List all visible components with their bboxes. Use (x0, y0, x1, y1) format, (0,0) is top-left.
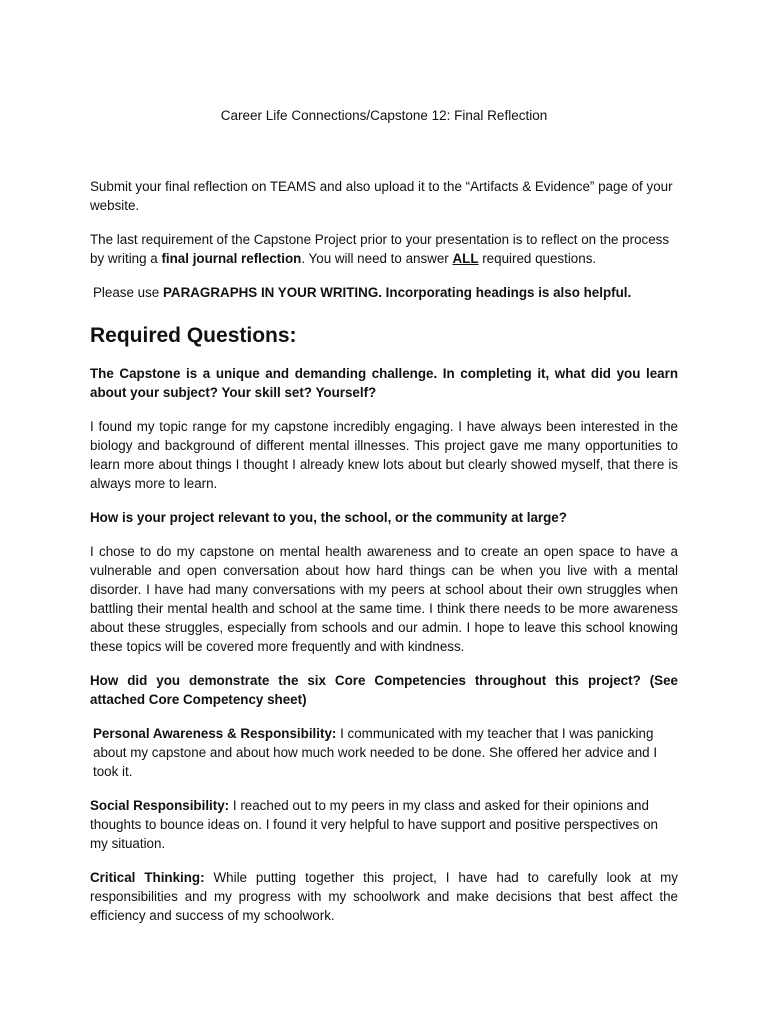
intro-paragraph-3 (90, 283, 678, 302)
competency-personal-awareness (90, 724, 678, 781)
document-title: Career Life Connections/Capstone 12: Final Reflection (220, 108, 548, 123)
competency-label: Personal Awareness & Responsibility: (93, 726, 337, 741)
competency-text: I reached out to my peers in my class and asked for their opinions and thoughts to bounce ideas on. I found it very helpful to have support and positive perspectives on my situation. (90, 798, 658, 851)
competency-text: I communicated with my teacher that I was panicking about my capstone and about how much work needed to be done. She offered her advice and I took it. (93, 726, 658, 779)
competency-text: While putting together this project, I have had to carefully look at my responsibilities and my progress with my schoolwork and make decisions that best affect the efficiency and success of my schoolwork. (90, 870, 678, 923)
intro-p2-underlined: ALL (452, 251, 479, 266)
intro-p2-text-c: . You will need to answer (301, 251, 453, 266)
required-questions-heading: Required Questions: (90, 324, 297, 347)
competency-label: Social Responsibility: (90, 798, 230, 813)
intro-p3-text: Please use (93, 285, 163, 300)
competency-label: Critical Thinking: (90, 870, 205, 885)
intro-p2-text-e: required questions. (478, 251, 597, 266)
question-2: How is your project relevant to you, the school, or the community at large? (90, 510, 567, 525)
answer-2: I chose to do my capstone on mental health awareness and to create an open space to have a vulnerable and open conversation about how hard things can be when you live with a mental disorder. I have had many conversations with my peers at school about their own struggles when battling their mental health and school at the same time. I think there needs to be more awareness about these struggles, especially from schools and our admin. I hope to leave this school knowing these topics will be covered more frequently and with kindness. (90, 544, 678, 654)
question-3: How did you demonstrate the six Core Competencies throughout this project? (See attached Core Competency sheet) (90, 673, 678, 707)
document-body (90, 177, 678, 940)
intro-paragraph-2 (90, 230, 678, 268)
question-1: The Capstone is a unique and demanding challenge. In completing it, what did you learn about your subject? Your skill set? Yourself? (90, 366, 678, 400)
competency-critical-thinking (90, 868, 678, 925)
intro-p2-bold: final journal reflection (161, 251, 302, 266)
competency-social-responsibility (90, 796, 678, 853)
answer-1: I found my topic range for my capstone incredibly engaging. I have always been interested in the biology and background of different mental illnesses. This project gave me many opportunities to learn more about things I thought I already knew lots about but clearly showed myself, that there is always more to learn. (90, 419, 678, 491)
intro-paragraph-1: Submit your final reflection on TEAMS and also upload it to the “Artifacts & Evidence” page of your website. (90, 179, 673, 213)
intro-p2-text-a: The last requirement of the Capstone Project prior to your presentation is to reflect on the process by writing a (90, 232, 670, 266)
intro-p3-bold: PARAGRAPHS IN YOUR WRITING. Incorporating headings is also helpful. (162, 285, 632, 300)
